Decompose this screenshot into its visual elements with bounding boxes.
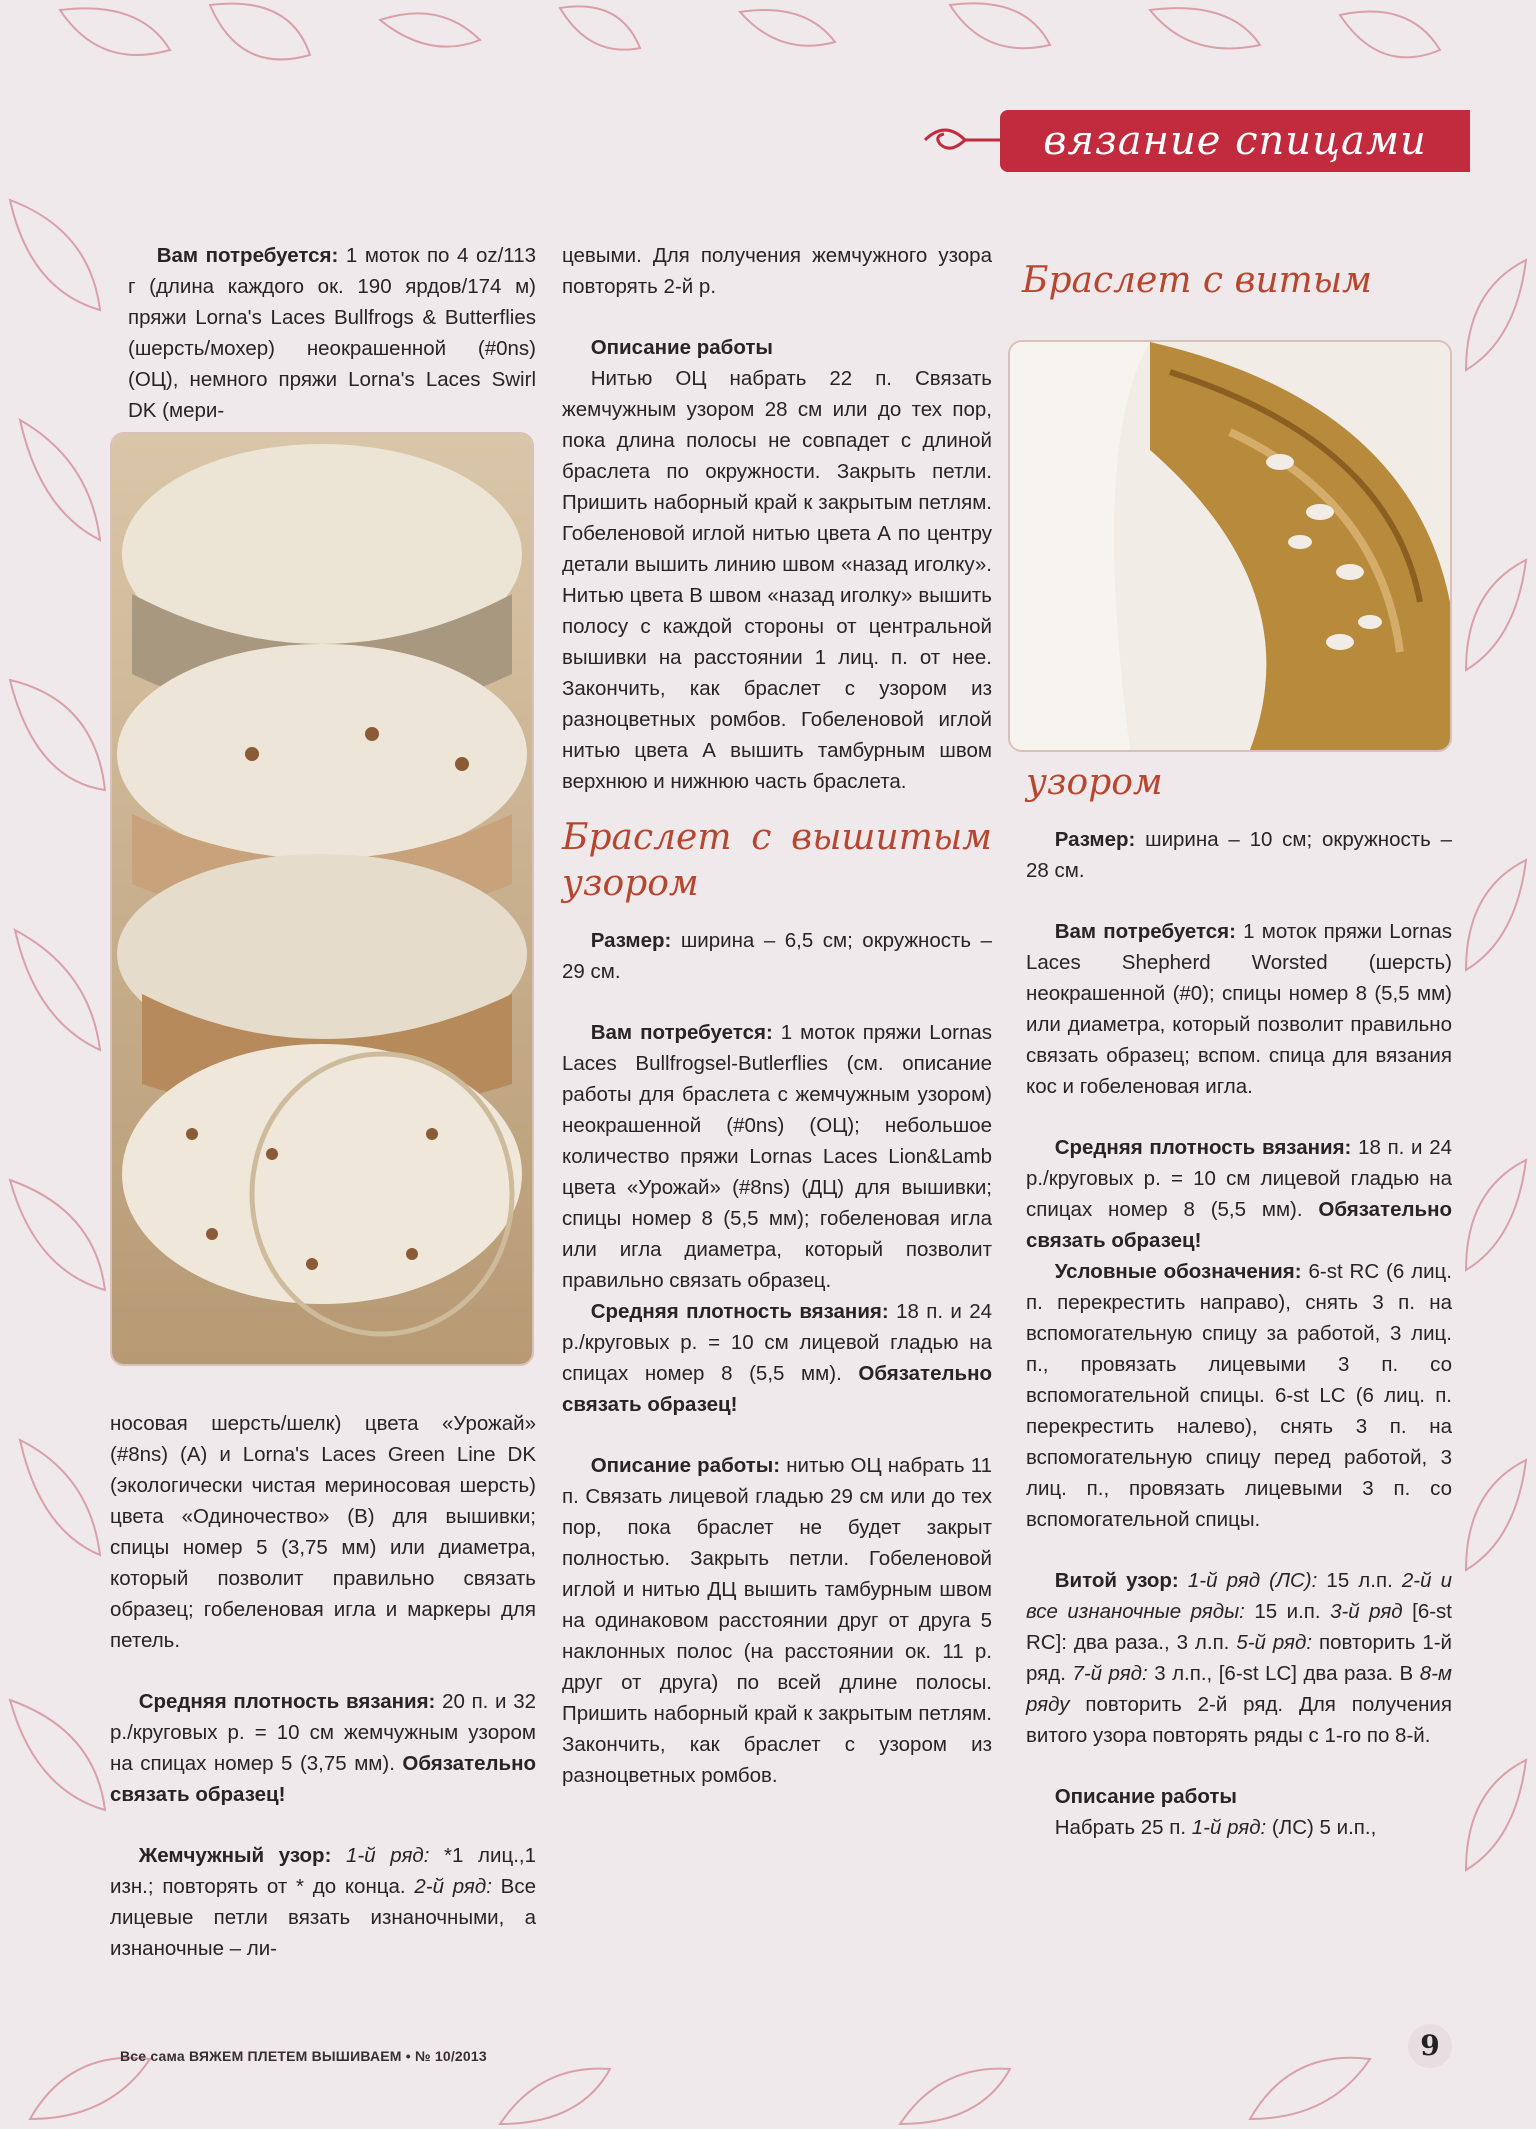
work-description-paragraph-3 xyxy=(1026,1812,1452,1843)
text-run: ширина – 6,5 см; окружность – 29 см. xyxy=(562,929,992,983)
section-banner xyxy=(1000,110,1470,172)
text-run: 5-й ряд: xyxy=(1236,1631,1313,1654)
text-run: 6-st RC (6 лиц. п. перекрестить направо), снять 3 п. на вспомогательную спицу за работой, 3 лиц. п., провязать лицевыми 3 п. со вспомогательной спицы. 6-st LC (6 лиц. п. перекрестить налево), снять 3 п. на вспомогательную спицу перед работой, 3 лиц. п., провязать лицевыми 3 п. со вспомогательной спицы. xyxy=(1026,1260,1452,1531)
leaf-border-left xyxy=(0,0,120,2129)
materials-paragraph-3 xyxy=(1026,916,1452,1102)
text-run: 1 моток по 4 oz/113 г (длина каждого ок. 190 ярдов/174 м) пряжи Lorna's Laces Bullfrogs & Butterflies (шерсть/мохер) неокрашенной (#0ns) (ОЦ), немного пряжи Lorna's Laces Swirl DK (мери- xyxy=(128,244,536,422)
text-run: 3-й ряд xyxy=(1330,1600,1403,1623)
text-run: 2-й и все изнаночные ряды: xyxy=(1026,1569,1452,1623)
work-description-title-3: Описание работы xyxy=(1054,1785,1237,1808)
twisted-bracelet-photo xyxy=(1008,340,1452,752)
text-run: 18 п. и 24 р./круговых р. = 10 см лицевой гладью на спицах номер 8 (5,5 мм). xyxy=(1026,1136,1452,1221)
text-run: повторить 2-й ряд. Для получения витого узора повторять ряды с 1-го по 8-й. xyxy=(1026,1693,1452,1747)
embroidered-bracelet-heading: Браслет с вышитым узором xyxy=(562,817,992,904)
work-description-title: Описание работы xyxy=(590,336,773,359)
column-3 xyxy=(1026,760,1452,1843)
pearl-pattern-continued xyxy=(562,240,992,302)
text-run: Все лицевые петли вязать изнаночными, а изнаночные – ли- xyxy=(110,1875,536,1960)
text-run: Размер: xyxy=(590,929,672,952)
text-run: *1 лиц.,1 изн.; повторять от * до конца. xyxy=(110,1844,537,1898)
text-run: 7-й ряд: xyxy=(1072,1662,1148,1685)
text-run: 2-й ряд: xyxy=(414,1875,492,1898)
text-run: Размер: xyxy=(1054,828,1136,851)
text-run: Витой узор: xyxy=(1054,1569,1179,1592)
text-run: Обязательно связать образец! xyxy=(110,1752,536,1806)
text-run: Описание работы: xyxy=(590,1454,781,1477)
twisted-bracelet-heading-top: Браслет с витым xyxy=(1022,260,1372,301)
column-1-bottom xyxy=(110,1408,536,1964)
text-run: 1-й ряд (ЛС): xyxy=(1187,1569,1318,1592)
text-run: 8-м ряду xyxy=(1026,1662,1452,1716)
text-run: повторить 1-й ряд. xyxy=(1026,1631,1452,1685)
size-paragraph xyxy=(562,925,992,987)
text-run: 1-й ряд: xyxy=(346,1844,430,1867)
text-run xyxy=(331,1844,346,1867)
cabled-bracelet-image xyxy=(1010,342,1450,750)
text-run: 1 моток пряжи Lornas Laces Bullfrogsel-Butlerflies (см. описание работы для браслета с жемчужным узором) неокрашенной (#0ns) (ОЦ); небольшое количество пряжи Lornas Laces Lion&Lamb цвета «Урожай» (#8ns) (ДЦ) для вышивки; спицы номер 8 (5,5 мм); гобеленовая игла или игла диаметра, который позволит правильно связать образец. xyxy=(562,1021,992,1292)
size-paragraph-3 xyxy=(1026,824,1452,886)
materials-paragraph-2 xyxy=(562,1017,992,1296)
text-run: Обязательно связать образец! xyxy=(562,1362,992,1416)
column-1-top xyxy=(128,240,536,426)
twisted-bracelet-heading-bottom: узором xyxy=(1026,762,1163,803)
work-description-paragraph xyxy=(562,363,992,797)
text-run: 15 л.п. xyxy=(1317,1569,1402,1592)
text-run: 1 моток пряжи Lornas Laces Shepherd Worsted (шерсть) неокрашенной (#0); спицы номер 8 (5,5 мм) или диаметра, который позволит правильно связать образец; вспом. спица для вязания кос и гобеленовая игла. xyxy=(1026,920,1452,1098)
gauge-paragraph xyxy=(110,1686,536,1810)
text-run xyxy=(1179,1569,1188,1592)
section-banner-text: вязание спицами xyxy=(1043,118,1427,164)
text-run: Средняя плотность вязания: xyxy=(1054,1136,1352,1159)
text-run: Жемчужный узор: xyxy=(138,1844,332,1867)
text-run: (ЛС) 5 и.п., xyxy=(1266,1816,1377,1839)
text-run: цевыми. Для получения жемчужного узора повторять 2-й р. xyxy=(562,244,992,298)
text-run: [6-st RC]: два раза., 3 л.п. xyxy=(1026,1600,1452,1654)
legend-paragraph xyxy=(1026,1256,1452,1535)
text-run: Вам потребуется: xyxy=(1054,920,1236,943)
text-run: Нитью ОЦ набрать 22 п. Связать жемчужным узором 28 см или до тех пор, пока длина полосы не совпадет с длиной браслета по окружности. Закрыть петли. Пришить наборный край к закрытым петлям. Гобеленовой иглой нитью цвета А по центру детали вышить линию швом «назад иголку». Нитью цвета В швом «назад иголку» вышить полосу с каждой стороны от центральной вышивки на расстоянии 1 лиц. п. от нее. Закончить, как браслет с узором из разноцветных ромбов. Гобеленовой иглой нитью цвета А вышить тамбурным швом верхнюю и нижнюю часть браслета. xyxy=(562,367,992,793)
materials-paragraph xyxy=(128,240,536,426)
text-run: ширина – 10 см; окружность – 28 см. xyxy=(1026,828,1452,882)
text-run: 18 п. и 24 р./круговых р. = 10 см лицевой гладью на спицах номер 8 (5,5 мм). xyxy=(562,1300,992,1385)
bracelets-stack-photo xyxy=(110,432,534,1366)
swirl-ornament-icon xyxy=(920,118,1010,162)
text-run: 1-й ряд: xyxy=(1191,1816,1267,1839)
column-2 xyxy=(562,240,992,1791)
text-run: Набрать 25 п. xyxy=(1054,1816,1192,1839)
page-number: 9 xyxy=(1408,2024,1452,2068)
text-run: Вам потребуется: xyxy=(590,1021,773,1044)
pearl-pattern-paragraph xyxy=(110,1840,536,1964)
text-run: Условные обозначения: xyxy=(1054,1260,1302,1283)
text-run: Вам потребуется: xyxy=(156,244,339,267)
text-run: Средняя плотность вязания: xyxy=(590,1300,889,1323)
leaf-border-right xyxy=(1456,0,1536,2129)
twisted-pattern-paragraph xyxy=(1026,1565,1452,1751)
materials-continued xyxy=(110,1408,536,1656)
text-run: носовая шерсть/шелк) цвета «Урожай» (#8ns) (А) и Lorna's Laces Green Line DK (экологически чистая мериносовая шерсть) цвета «Одиночество» (В) для вышивки; спицы номер 5 (3,75 мм) или диаметра, который позволит правильно связать образец; гобеленовая игла и маркеры для петель. xyxy=(110,1412,536,1652)
gauge-paragraph-3 xyxy=(1026,1132,1452,1256)
gauge-paragraph-2 xyxy=(562,1296,992,1420)
text-run: 20 п. и 32 р./круговых р. = 10 см жемчужным узором на спицах номер 5 (3,75 мм). xyxy=(110,1690,536,1775)
text-run: 15 и.п. xyxy=(1244,1600,1331,1623)
work-description-paragraph-2 xyxy=(562,1450,992,1791)
text-run: Средняя плотность вязания: xyxy=(138,1690,436,1713)
magazine-footer: Все сама ВЯЖЕМ ПЛЕТЕМ ВЫШИВАЕМ • № 10/2013 xyxy=(120,2048,487,2064)
text-run: Обязательно связать образец! xyxy=(1026,1198,1452,1252)
text-run: 3 л.п., [6-st LC] два раза. В xyxy=(1147,1662,1420,1685)
knitted-bracelets-image xyxy=(112,434,532,1364)
text-run: нитью ОЦ набрать 11 п. Связать лицевой гладью 29 см или до тех пор, пока браслет не будет закрыт полностью. Закрыть петли. Гобеленовой иглой и нитью ДЦ вышить тамбурным швом на одинаковом расстоянии друг от друга 5 наклонных полос (на расстоянии ок. 11 р. друг от друга) по всей длине полосы. Пришить наборный край к закрытым петлям. Закончить, как браслет с узором из разноцветных ромбов. xyxy=(562,1454,992,1787)
